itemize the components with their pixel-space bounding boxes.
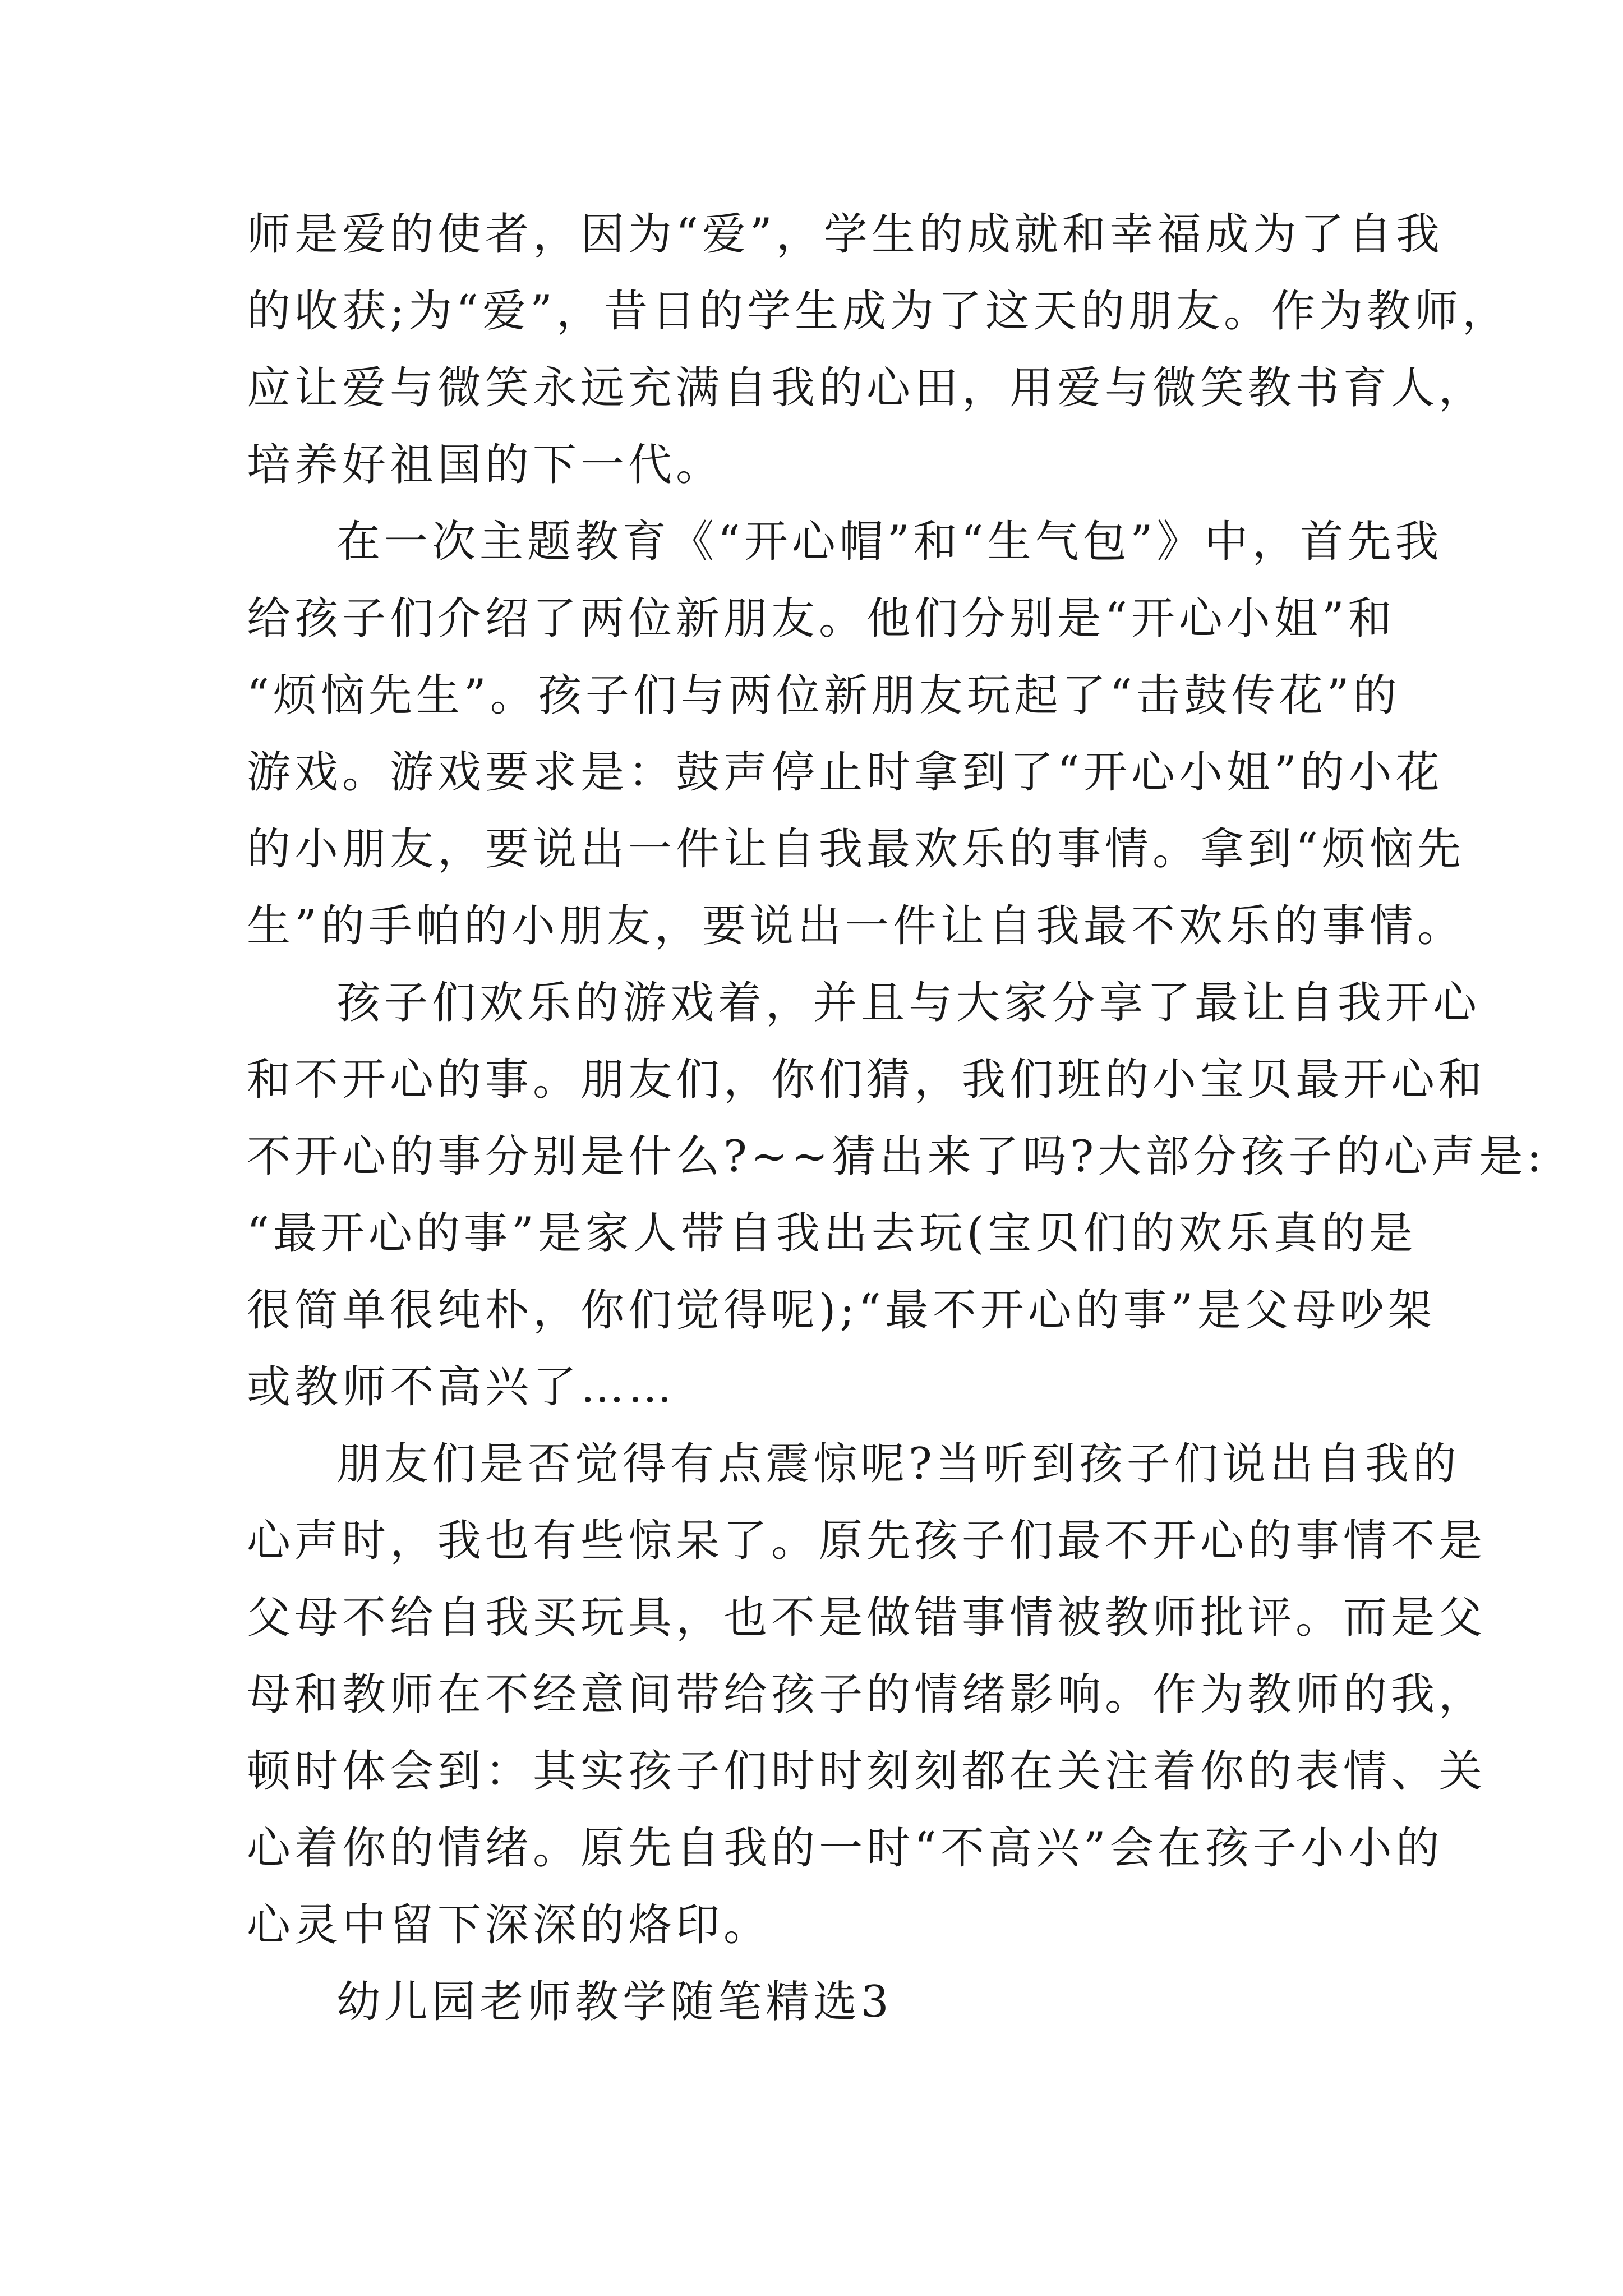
paragraph-line: 很简单很纯朴，你们觉得呢);“最不开心的事”是父母吵架: [247, 1285, 1436, 1336]
paragraph-line: 母和教师在不经意间带给孩子的情绪影响。作为教师的我，: [247, 1669, 1487, 1720]
paragraph-line: 培养好祖国的下一代。: [247, 440, 724, 490]
paragraph-line: 的收获;为“爱”，昔日的学生成为了这天的朋友。作为教师，: [247, 286, 1510, 337]
paragraph-line: 不开心的事分别是什么?~~猜出来了吗?大部分孩子的心声是:: [247, 1131, 1546, 1182]
paragraph-line: 在一次主题教育《“开心帽”和“生气包”》中，首先我: [336, 517, 1443, 567]
paragraph-line: 师是爱的使者，因为“爱”，学生的成就和幸福成为了自我: [247, 209, 1444, 260]
paragraph-line: 游戏。游戏要求是：鼓声停止时拿到了“开心小姐”的小花: [247, 747, 1444, 798]
paragraph-line: 的小朋友，要说出一件让自我最欢乐的事情。拿到“烦恼先: [247, 824, 1465, 875]
paragraph-line: 和不开心的事。朋友们，你们猜，我们班的小宝贝最开心和: [247, 1055, 1487, 1105]
section-heading: 幼儿园老师教学随笔精选3: [336, 1977, 893, 2027]
paragraph-line: 孩子们欢乐的游戏着，并且与大家分享了最让自我开心: [336, 978, 1481, 1028]
paragraph-line: “烦恼先生”。孩子们与两位新朋友玩起了“击鼓传花”的: [247, 670, 1401, 721]
paragraph-line: 心灵中留下深深的烙印。: [247, 1900, 772, 1950]
paragraph-line: 应让爱与微笑永远充满自我的心田，用爱与微笑教书育人，: [247, 363, 1487, 413]
paragraph-line: 心声时，我也有些惊呆了。原先孩子们最不开心的事情不是: [247, 1516, 1487, 1566]
document-body: [247, 196, 1546, 2041]
paragraph-line: 父母不给自我买玩具，也不是做错事情被教师批评。而是父: [247, 1593, 1487, 1643]
paragraph-line: 心着你的情绪。原先自我的一时“不高兴”会在孩子小小的: [247, 1823, 1444, 1874]
paragraph-line: “最开心的事”是家人带自我出去玩(宝贝们的欢乐真的是: [247, 1208, 1417, 1259]
paragraph-line: 或教师不高兴了……: [247, 1362, 676, 1412]
paragraph-line: 给孩子们介绍了两位新朋友。他们分别是“开心小姐”和: [247, 593, 1396, 644]
paragraph-line: 朋友们是否觉得有点震惊呢?当听到孩子们说出自我的: [336, 1439, 1460, 1489]
paragraph-line: 顿时体会到：其实孩子们时时刻刻都在关注着你的表情、关: [247, 1746, 1487, 1797]
paragraph-line: 生”的手帕的小朋友，要说出一件让自我最不欢乐的事情。: [247, 901, 1465, 951]
